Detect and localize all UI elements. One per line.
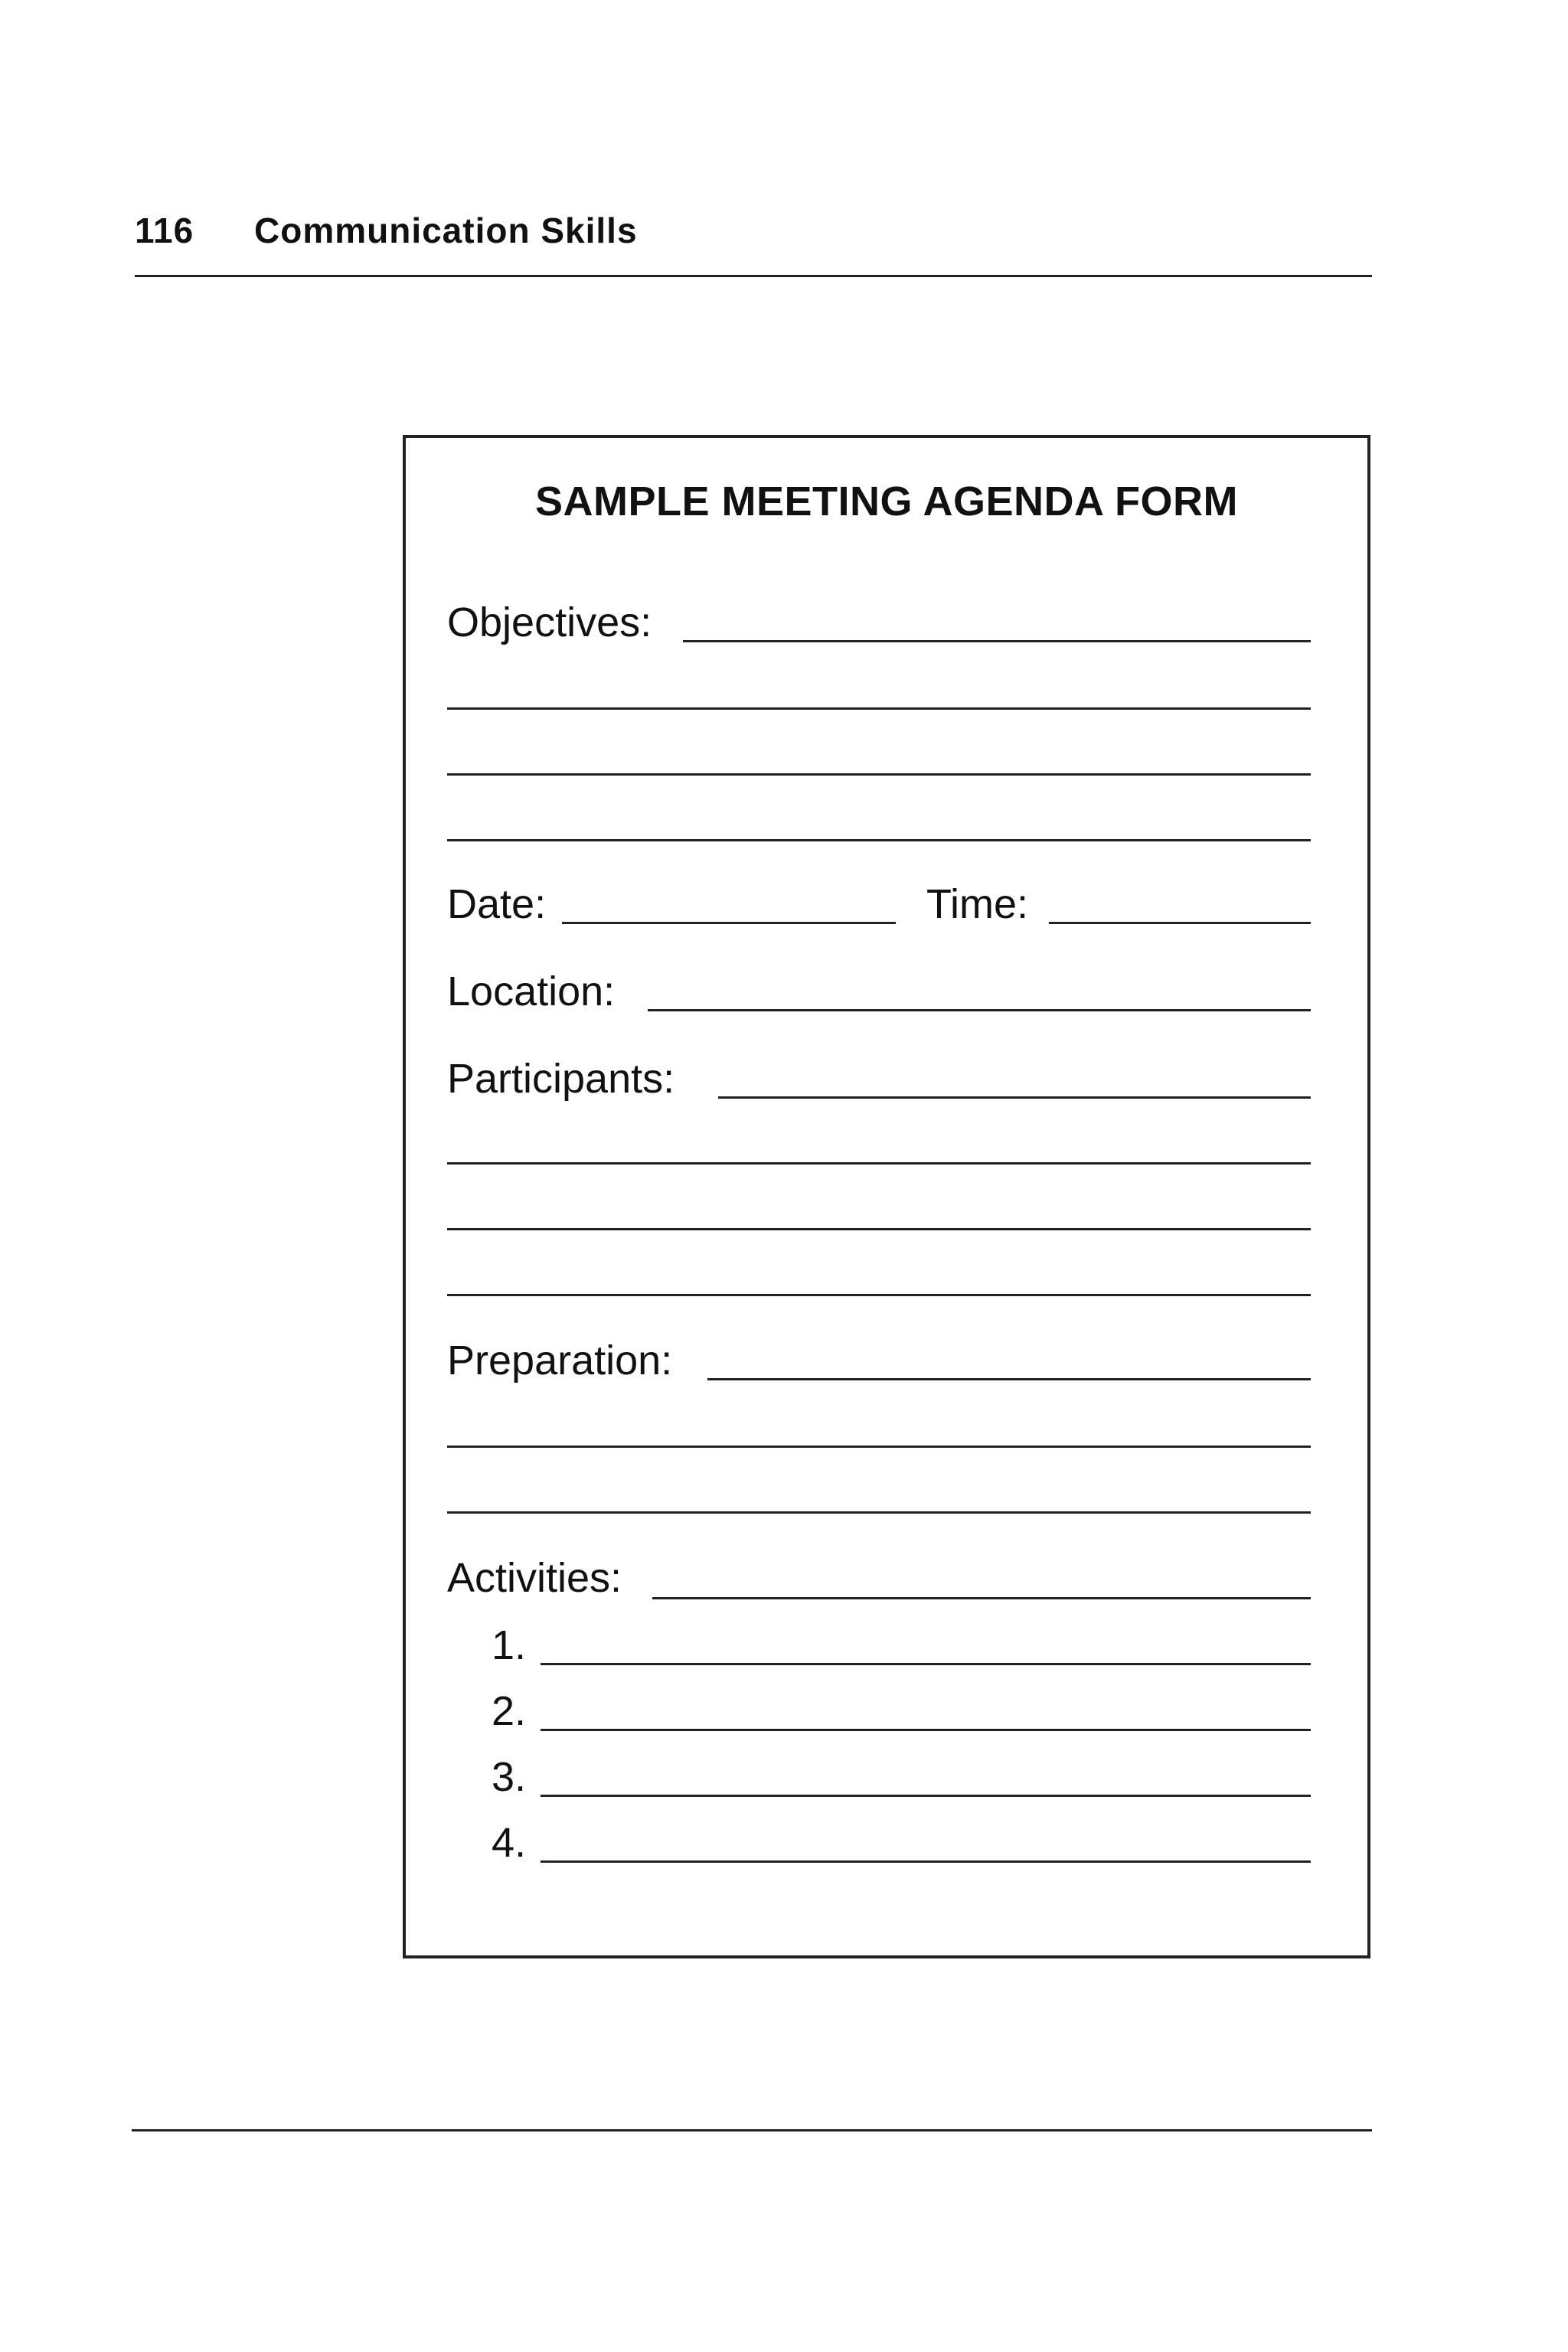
participants-line-4[interactable]	[447, 1294, 1311, 1296]
running-head	[135, 208, 1372, 277]
activities-line[interactable]	[652, 1597, 1311, 1599]
form-title: SAMPLE MEETING AGENDA FORM	[534, 479, 1238, 524]
activity-number: 2.	[492, 1688, 527, 1734]
objectives-label: Objectives:	[447, 599, 652, 645]
objectives-line-1[interactable]	[683, 640, 1311, 642]
agenda-form	[403, 435, 1370, 1958]
activities-label: Activities:	[447, 1555, 622, 1601]
preparation-label: Preparation:	[447, 1338, 673, 1383]
page-number: 116	[135, 211, 194, 250]
date-line[interactable]	[562, 922, 896, 924]
activity-line-2[interactable]	[541, 1729, 1311, 1731]
preparation-line-3[interactable]	[447, 1511, 1311, 1514]
activity-line-3[interactable]	[541, 1795, 1311, 1797]
activity-number: 3.	[492, 1754, 527, 1800]
activity-line-4[interactable]	[541, 1860, 1311, 1863]
participants-line-2[interactable]	[447, 1162, 1311, 1165]
objectives-line-3[interactable]	[447, 773, 1311, 776]
participants-label: Participants:	[447, 1056, 675, 1102]
location-line[interactable]	[648, 1009, 1311, 1011]
preparation-line-1[interactable]	[707, 1378, 1311, 1380]
book-title: Communication Skills	[254, 211, 638, 250]
objectives-line-2[interactable]	[447, 707, 1311, 710]
participants-line-3[interactable]	[447, 1228, 1311, 1230]
objectives-line-4[interactable]	[447, 839, 1311, 841]
activity-number: 4.	[492, 1820, 527, 1866]
time-label: Time:	[926, 881, 1028, 927]
date-label: Date:	[447, 881, 547, 927]
location-label: Location:	[447, 969, 616, 1014]
bottom-page-rule	[132, 2129, 1372, 2132]
participants-line-1[interactable]	[718, 1096, 1311, 1099]
time-line[interactable]	[1049, 922, 1311, 924]
activity-line-1[interactable]	[541, 1663, 1311, 1665]
activity-number: 1.	[492, 1622, 527, 1668]
preparation-line-2[interactable]	[447, 1446, 1311, 1448]
